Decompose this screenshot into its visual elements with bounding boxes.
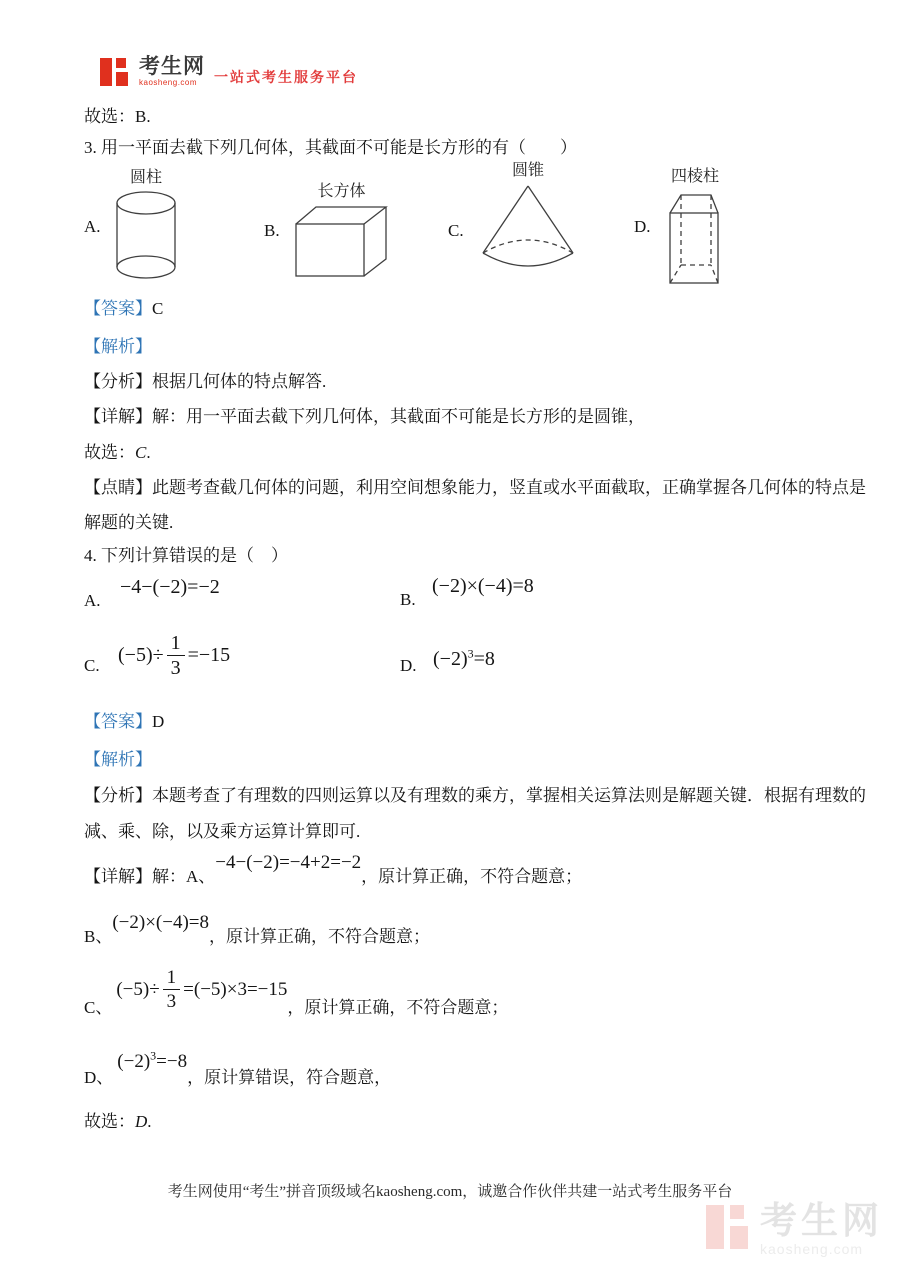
cuboid-figure — [294, 204, 389, 279]
answer-value: C — [152, 299, 164, 318]
formula-post: =−15 — [187, 644, 231, 666]
detail-formula — [116, 968, 287, 1011]
detail-prefix: 【详解】解：A、 — [84, 866, 216, 886]
q4-detail-c — [84, 968, 508, 1018]
q4-conclusion-line — [84, 1111, 152, 1132]
brand-domain: kaosheng.com — [139, 78, 198, 87]
brand-tagline: 一站式考生服务平台 — [214, 69, 358, 85]
q3-figure-b — [294, 182, 389, 279]
q4-analysis-tag: 【解析】 — [84, 750, 152, 769]
q4-brief-line2: 减、乘、除，以及乘方运算计算即可. — [84, 822, 361, 841]
detail-comment: ，原计算正确，不符合题意； — [361, 866, 583, 886]
watermark-logo — [706, 1202, 883, 1256]
figure-caption-cylinder: 圆柱 — [129, 169, 162, 186]
answer-tag: 【答案】 — [84, 712, 152, 731]
kaosheng-logo-icon — [100, 56, 130, 88]
detail-comment: ，原计算正确，不符合题意； — [209, 926, 431, 946]
q4-option-a-formula: −4−(−2)=−2 — [120, 576, 220, 598]
footer-note: 考生网使用“考生”拼音顶级域名kaosheng.com，诚邀合作伙伴共建一站式考生服务平台 — [167, 1184, 733, 1200]
q4-option-b-formula: (−2)×(−4)=8 — [432, 575, 534, 597]
watermark-brand: 考生网 — [760, 1200, 883, 1241]
q3-note-line2: 解题的关键. — [84, 513, 174, 532]
formula-exponent: 3 — [150, 1048, 157, 1063]
kaosheng-logo-text — [139, 56, 205, 87]
formula-result: =8 — [473, 648, 495, 670]
q3-conclusion-line — [84, 442, 151, 463]
fraction — [163, 968, 181, 1011]
conclusion-period: . — [146, 107, 151, 126]
detail-prefix: B、 — [84, 926, 113, 946]
q3-figure-d — [666, 167, 724, 287]
detail-comment: ，原计算正确，不符合题意； — [287, 997, 509, 1017]
q3-option-d-label: D. — [634, 217, 651, 236]
q4-detail-a — [84, 851, 582, 887]
q4-brief-line1: 【分析】本题考查了有理数的四则运算以及有理数的乘方，掌握相关运算法则是解题关键．根据有理数的 — [84, 786, 866, 805]
formula-post: =(−5)×3=−15 — [183, 978, 288, 1000]
detail-formula: −4−(−2)=−4+2=−2 — [215, 852, 362, 873]
q4-option-c-label: C. — [84, 656, 100, 675]
q4-option-c-formula — [118, 633, 230, 678]
figure-caption-cone: 圆锥 — [511, 162, 544, 179]
formula-base: (−2) — [117, 1051, 151, 1072]
watermark-logo-icon — [706, 1202, 750, 1252]
q3-option-a-label: A. — [84, 217, 101, 236]
q4-option-d-formula — [433, 648, 495, 671]
conclusion-prefix: 故选： — [84, 107, 135, 126]
q4-detail-d — [84, 1050, 391, 1088]
q3-answer-line — [84, 298, 163, 319]
conclusion-period: . — [147, 1112, 152, 1131]
conclusion-prefix: 故选： — [84, 443, 135, 462]
detail-prefix: C、 — [84, 997, 113, 1017]
fraction-numerator: 1 — [163, 968, 181, 990]
detail-formula — [117, 1050, 187, 1074]
fraction — [167, 633, 185, 678]
detail-formula: (−2)×(−4)=8 — [112, 912, 210, 933]
fraction-denominator: 3 — [170, 657, 181, 679]
formula-exponent: 3 — [467, 646, 474, 661]
q3-detail: 【详解】解：用一平面去截下列几何体，其截面不可能是长方形的是圆锥， — [84, 407, 645, 426]
conclusion-choice: B — [135, 107, 147, 126]
kaosheng-logo — [100, 56, 358, 88]
q3-option-b-label: B. — [264, 221, 280, 240]
q4-stem: 4. 下列计算错误的是（ ） — [84, 546, 288, 565]
q3-stem: 3. 用一平面去截下列几何体，其截面不可能是长方形的有（ ） — [84, 138, 577, 157]
q4-option-b-label: B. — [400, 590, 416, 609]
q4-detail-b — [84, 911, 430, 947]
cone-figure — [480, 183, 576, 271]
formula-result: =−8 — [156, 1051, 188, 1072]
watermark-domain: kaosheng.com — [760, 1241, 864, 1257]
detail-comment: ，原计算错误，符合题意， — [187, 1067, 392, 1087]
conclusion-period: . — [146, 443, 151, 462]
quad-prism-figure — [666, 189, 724, 287]
cylinder-figure — [114, 190, 178, 280]
q3-option-c-label: C. — [448, 221, 464, 240]
formula-pre: (−5)÷ — [116, 978, 160, 1000]
answer-value: D — [152, 712, 165, 731]
watermark-text — [760, 1202, 883, 1256]
detail-prefix: D、 — [84, 1067, 114, 1087]
q3-analysis-tag: 【解析】 — [84, 337, 152, 356]
q3-note-line1: 【点睛】此题考查截几何体的问题，利用空间想象能力，竖直或水平面截取，正确掌握各几何体的特点是 — [84, 478, 866, 497]
brand-name: 考生网 — [139, 55, 205, 78]
formula-pre: (−5)÷ — [118, 644, 164, 666]
conclusion-choice: D — [135, 1112, 148, 1131]
q3-brief: 【分析】根据几何体的特点解答. — [84, 372, 327, 391]
q3-figure-a — [114, 168, 178, 280]
figure-caption-quad-prism: 四棱柱 — [670, 168, 719, 185]
formula-base: (−2) — [433, 648, 468, 670]
conclusion-choice: C — [135, 443, 147, 462]
q4-option-a-label: A. — [84, 591, 101, 610]
q4-option-d-label: D. — [400, 656, 417, 675]
answer-tag: 【答案】 — [84, 299, 152, 318]
fraction-denominator: 3 — [166, 991, 177, 1012]
conclusion-prefix: 故选： — [84, 1112, 135, 1131]
figure-caption-cuboid: 长方体 — [317, 183, 366, 200]
prev-conclusion-line — [84, 106, 151, 127]
fraction-numerator: 1 — [167, 633, 185, 656]
q3-figure-c — [480, 161, 576, 271]
q4-answer-line — [84, 711, 164, 732]
